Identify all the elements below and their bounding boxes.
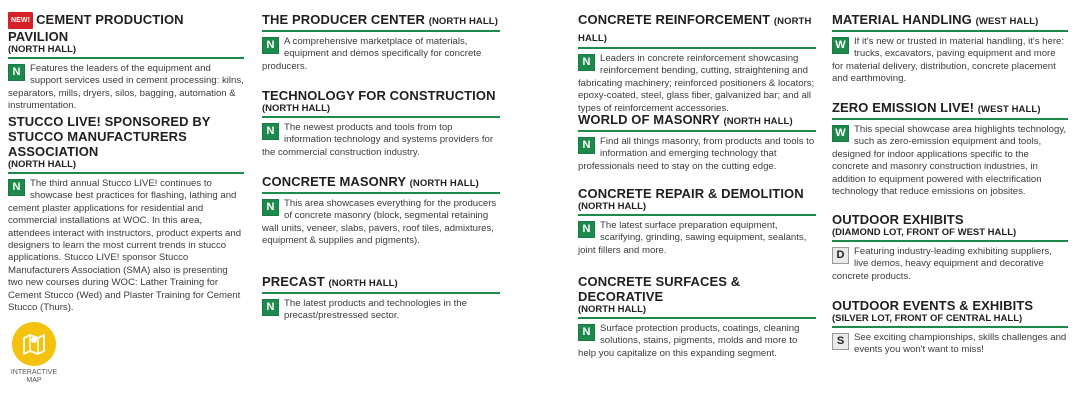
divider: [578, 317, 816, 319]
divider: [262, 192, 500, 194]
divider: [262, 116, 500, 118]
section-title: OUTDOOR EXHIBITS: [832, 212, 964, 227]
divider: [578, 130, 816, 132]
section-text: The third annual Stucco LIVE! continues to showcase best practices for flashing, lathing and cement plaster applications for residential and commercial installations at WOC. In this area, attendees interact with instructors, product experts and designers to learn the most current trends in stucco applications. Stucco LIVE! sponsor Stucco Manufacturers Association (SMA) also is presenting two new courses during WOC: Lather Training for Cement Stucco (Wed) and Plaster Training for Cement Stucco (Thurs).: [8, 178, 242, 314]
divider: [262, 30, 500, 32]
section-text: This special showcase area highlights technology, such as zero-emission equipment and tools, designed for indoor applications specific to the concrete and masonry construction industries, in addition to equipment powered with electrification technology that reduce emissions on jobsites.: [832, 124, 1067, 198]
section-technology-construction: [262, 88, 500, 159]
new-tag: NEW!: [8, 12, 33, 29]
hall-badge: N: [262, 37, 279, 54]
hall-badge: N: [8, 179, 25, 196]
section-location: (NORTH HALL): [723, 116, 793, 127]
section-outdoor-exhibits: [832, 212, 1068, 283]
hall-badge: S: [832, 333, 849, 350]
section-title: ZERO EMISSION LIVE!: [832, 100, 975, 115]
map-label-line1: INTERACTIVE: [10, 369, 58, 376]
divider: [832, 326, 1068, 328]
section-world-of-masonry: [578, 112, 816, 173]
section-title: CONCRETE SURFACES & DECORATIVE: [578, 274, 741, 304]
hall-badge: N: [578, 221, 595, 238]
section-text: Find all things masonry, from products and tools to information and emerging technology that professionals need to stay on the cutting edge.: [578, 136, 815, 172]
section-outdoor-events: [832, 298, 1068, 357]
section-title: THE PRODUCER CENTER: [262, 12, 425, 27]
divider: [832, 118, 1068, 120]
section-text: Featuring industry-leading exhibiting suppliers, live demos, heavy equipment and decorative concrete products.: [832, 246, 1052, 282]
section-title: WORLD OF MASONRY: [578, 112, 720, 127]
hall-badge: W: [832, 37, 849, 54]
section-cement-production: [8, 12, 244, 113]
hall-badge: D: [832, 247, 849, 264]
hall-badge: N: [262, 199, 279, 216]
section-concrete-masonry: [262, 174, 500, 248]
map-label-line2: MAP: [26, 377, 42, 384]
section-text: The newest products and tools from top information technology and systems providers for the commercial construction industry.: [262, 122, 494, 158]
section-title: CEMENT PRODUCTION PAVILION: [8, 12, 184, 44]
hall-badge: N: [8, 64, 25, 81]
section-title: MATERIAL HANDLING: [832, 12, 972, 27]
section-concrete-reinforcement: [578, 12, 816, 115]
divider: [832, 240, 1068, 242]
section-text: See exciting championships, skills challenges and events you won't want to miss!: [854, 332, 1067, 356]
section-precast: [262, 274, 500, 323]
section-text: If it's new or trusted in material handling, it's here: trucks, excavators, paving equipment and more for material delivery, distribution, concrete placement and earthmoving.: [832, 36, 1065, 85]
section-location: (NORTH HALL): [8, 44, 77, 55]
hall-badge: N: [262, 299, 279, 316]
section-location: (NORTH HALL): [328, 278, 398, 289]
section-text: Features the leaders of the equipment and support services used in cement processing: kilns, separators, mills, dryers, silos, bagging, automation & instrumentation.: [8, 63, 244, 112]
hall-badge: N: [578, 324, 595, 341]
divider: [8, 57, 244, 59]
section-material-handling: [832, 12, 1068, 86]
section-location: (NORTH HALL): [262, 103, 331, 114]
hall-badge: N: [262, 123, 279, 140]
section-concrete-surfaces: [578, 274, 816, 360]
section-text: The latest products and technologies in the precast/prestressed sector.: [284, 298, 467, 322]
interactive-map-button[interactable]: [8, 322, 60, 385]
section-stucco-live: [8, 114, 244, 314]
section-concrete-repair: [578, 186, 816, 257]
divider: [578, 214, 816, 216]
map-icon: [12, 322, 56, 366]
divider: [262, 292, 500, 294]
section-location: (NORTH HALL): [8, 159, 77, 170]
section-title: CONCRETE REINFORCEMENT: [578, 12, 771, 27]
section-location: (NORTH HALL): [578, 304, 647, 315]
divider: [8, 172, 244, 174]
section-text: The latest surface preparation equipment, scarifying, grinding, sawing equipment, sealants, joint fillers and more.: [578, 220, 807, 256]
hall-badge: N: [578, 137, 595, 154]
section-title: CONCRETE MASONRY: [262, 174, 406, 189]
section-title: OUTDOOR EVENTS & EXHIBITS: [832, 298, 1034, 313]
section-location: (NORTH HALL): [428, 16, 498, 27]
section-location: (WEST HALL): [977, 104, 1041, 115]
section-location: (WEST HALL): [975, 16, 1039, 27]
section-text: A comprehensive marketplace of materials, equipment and demos specifically for concrete producers.: [262, 36, 482, 72]
section-text: Leaders in concrete reinforcement showcasing reinforcement bending, cutting, straightening and fabricating machinery; reinforced positioners & locators; epoxy-coated, steel, glass fiber, galvanized bar; and all types of reinforcement accessories.: [578, 53, 815, 114]
hall-badge: N: [578, 54, 595, 71]
section-title: TECHNOLOGY FOR CONSTRUCTION: [262, 88, 496, 103]
section-text: This area showcases everything for the producers of concrete masonry (block, segmental retaining wall units, veneer, slabs, pavers, roof tiles, admixtures, equipment & supplies and pigments).: [262, 198, 497, 247]
section-location: (NORTH HALL): [409, 178, 479, 189]
section-title: CONCRETE REPAIR & DEMOLITION: [578, 186, 804, 201]
section-text: Surface protection products, coatings, cleaning solutions, stains, pigments, molds and more to help you capitalize on this expanding segment.: [578, 323, 800, 359]
section-zero-emission: [832, 100, 1068, 198]
divider: [578, 47, 816, 49]
section-producer-center: [262, 12, 500, 73]
section-location: (DIAMOND LOT, FRONT OF WEST HALL): [832, 227, 1017, 238]
hall-badge: W: [832, 125, 849, 142]
section-location: (NORTH HALL): [578, 16, 812, 44]
section-location: (SILVER LOT, FRONT OF CENTRAL HALL): [832, 313, 1023, 324]
divider: [832, 30, 1068, 32]
section-title: PRECAST: [262, 274, 325, 289]
section-location: (NORTH HALL): [578, 201, 647, 212]
section-title: STUCCO LIVE! SPONSORED BY STUCCO MANUFACTURERS ASSOCIATION: [8, 114, 211, 159]
